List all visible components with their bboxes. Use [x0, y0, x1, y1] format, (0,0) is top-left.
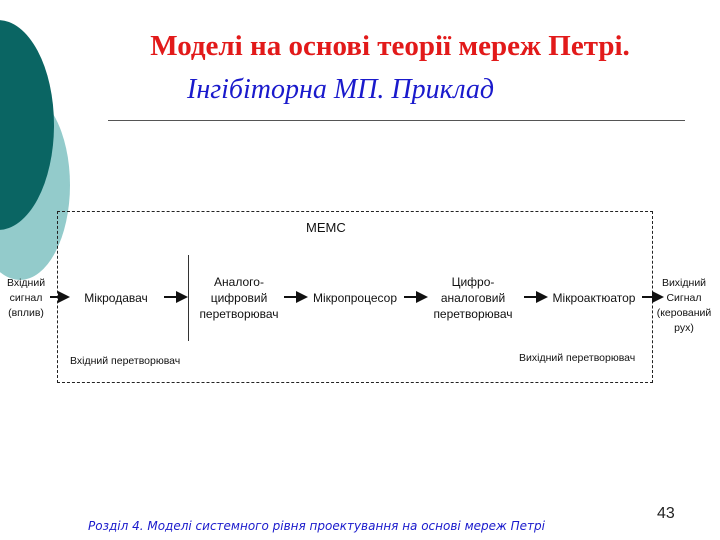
block-sensor: Мікродавач — [84, 291, 148, 305]
input-converter-divider — [188, 255, 189, 341]
block-dac: Цифро- аналоговий перетворювач — [433, 275, 513, 321]
slide-title: Моделі на основі теорії мереж Петрі. — [150, 30, 630, 62]
output-converter-label: Вихідний перетворювач — [519, 352, 636, 364]
arrow-input — [50, 291, 70, 303]
footer-text: Моделі системного рівня проектування на основі мереж Петрі — [147, 519, 545, 533]
slide-subtitle: Інгібіторна МП. Приклад — [187, 74, 495, 105]
page-number: 43 — [657, 505, 675, 522]
arrow-sensor-adc — [164, 291, 188, 303]
arrow-adc-processor — [284, 291, 308, 303]
block-adc: Аналого- цифровий перетворювач — [199, 275, 279, 321]
footer-section: Розділ 4. — [88, 519, 144, 533]
output-signal-label: Вихідний Сигнал (керований рух) — [656, 277, 712, 334]
arrow-dac-actuator — [524, 291, 548, 303]
block-actuator: Мікроактюатор — [552, 291, 636, 305]
block-processor: Мікропроцесор — [313, 291, 397, 305]
title-divider — [108, 120, 685, 121]
input-converter-label: Вхідний перетворювач — [70, 355, 181, 367]
mems-label: МЕМС — [306, 220, 346, 235]
footer — [88, 519, 545, 533]
input-signal-label: Вхідний сигнал (вплив) — [6, 277, 46, 319]
arrow-processor-dac — [404, 291, 428, 303]
